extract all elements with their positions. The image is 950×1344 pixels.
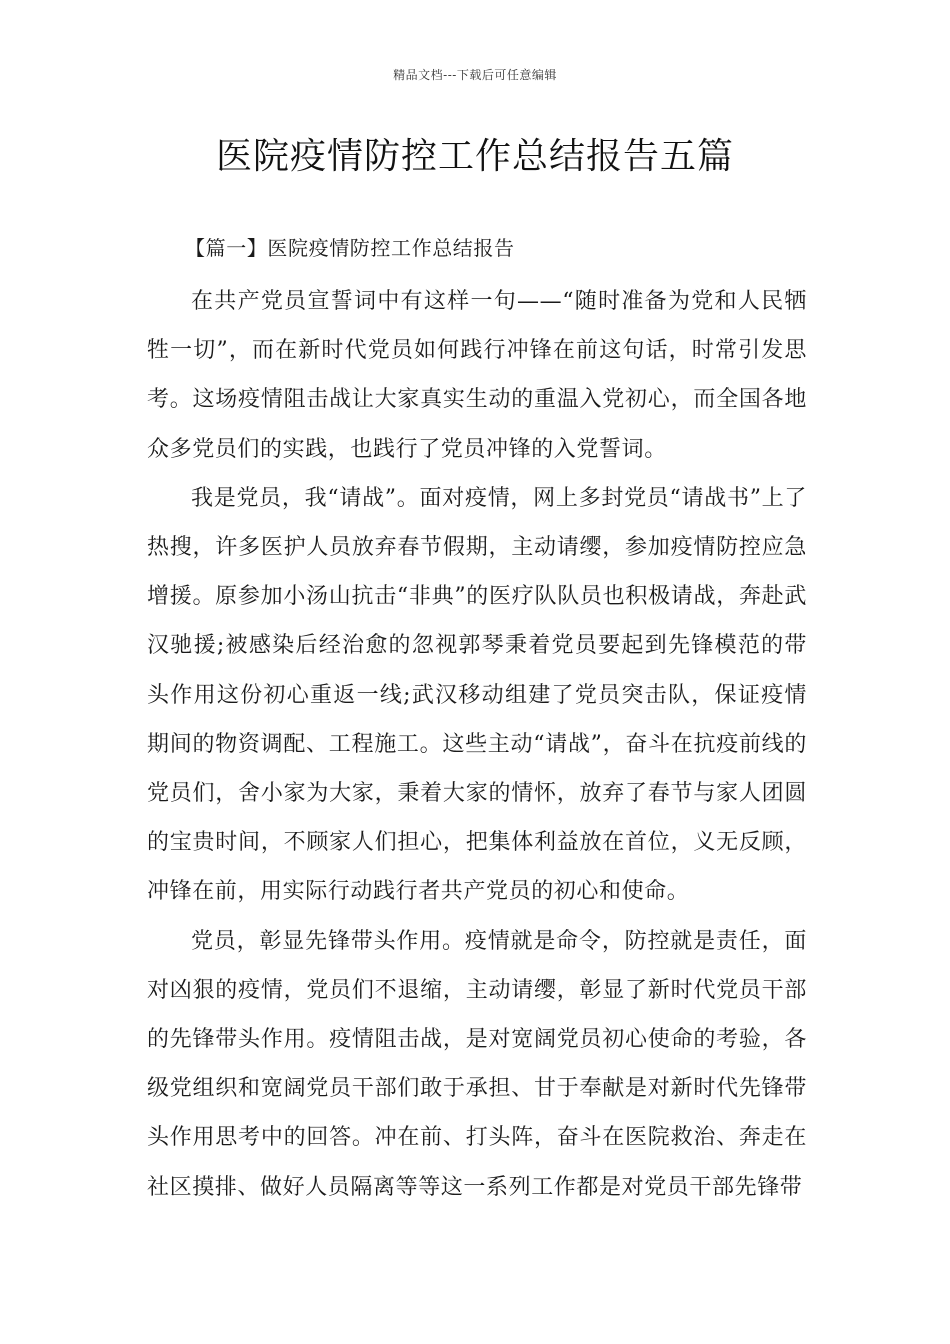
paragraph: 在共产党员宣誓词中有这样一句——“随时准备为党和人民牺牲一切”，而在新时代党员如何践行冲锋在前这句话，时常引发思考。这场疫情阻击战让大家真实生动的重温入党初心，而全国各地众多党员们的实践，也践行了党员冲锋的入党誓词。 (147, 289, 807, 462)
document-body (147, 228, 807, 1212)
paragraph: 我是党员，我“请战”。面对疫情，网上多封党员“请战书”上了热搜，许多医护人员放弃春节假期，主动请缨，参加疫情防控应急增援。原参加小汤山抗击“非典”的医疗队队员也积极请战，奔赴武汉驰援;被感染后经治愈的忽视郭琴秉着党员要起到先锋模范的带头作用这份初心重返一线;武汉移动组建了党员突击队，保证疫情期间的物资调配、工程施工。这些主动“请战”，奋斗在抗疫前线的党员们，舍小家为大家，秉着大家的情怀，放弃了春节与家人团圆的宝贵时间，不顾家人们担心，把集体利益放在首位，义无反顾，冲锋在前，用实际行动践行者共产党员的初心和使命。 (147, 485, 807, 905)
section-heading: 【篇一】医院疫情防控工作总结报告 (185, 236, 515, 260)
header-note: 精品文档---下载后可任意编辑 (393, 68, 557, 82)
paragraph: 党员，彰显先锋带头作用。疫情就是命令，防控就是责任，面对凶狠的疫情，党员们不退缩，主动请缨，彰显了新时代党员干部的先锋带头作用。疫情阻击战，是对宽阔党员初心使命的考验，各级党组织和宽阔党员干部们敢于承担、甘于奉献是对新时代先锋带头作用思考中的回答。冲在前、打头阵，奋斗在医院救治、奔走在社区摸排、做好人员隔离等等这一系列工作都是对党员干部先锋带 (147, 928, 807, 1200)
document-title: 医院疫情防控工作总结报告五篇 (215, 136, 734, 177)
